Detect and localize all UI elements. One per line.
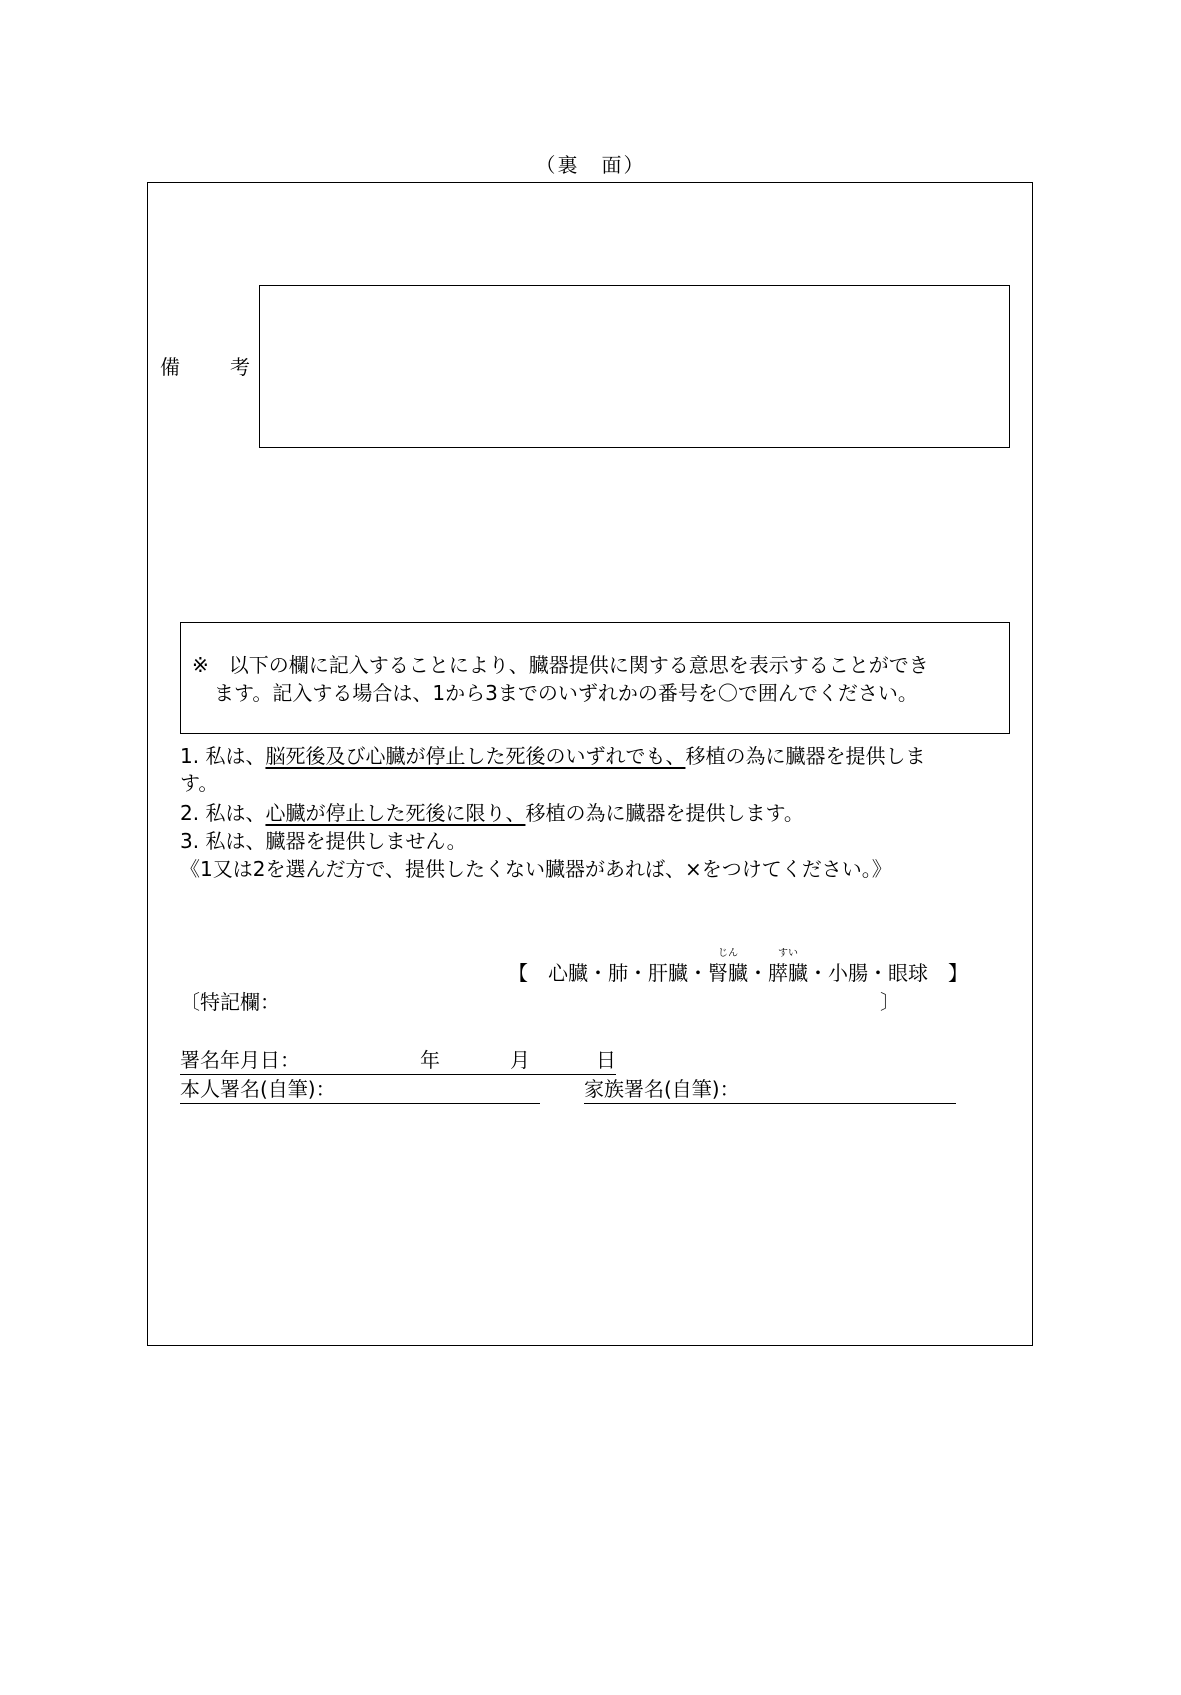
organ-eyeball[interactable]: 眼球 [888, 961, 928, 985]
organ-kidney[interactable] [708, 948, 748, 985]
remarks-label [160, 357, 250, 377]
notice-box [180, 622, 1010, 734]
special-notes-close: 〕 [880, 990, 900, 1014]
organ-pancreas[interactable] [768, 948, 808, 985]
remarks-label-char-2: 考 [230, 355, 250, 379]
signature-day-label: 日 [596, 1048, 616, 1072]
organ-separator: ・ [628, 961, 648, 985]
organ-separator: ・ [868, 961, 888, 985]
self-signature-label: 本人署名(自筆)： [180, 1077, 336, 1101]
organ-separator: ・ [688, 961, 708, 985]
family-signature-field[interactable] [584, 1079, 956, 1104]
option-2-suffix: 移植の為に臓器を提供します。 [525, 801, 804, 825]
option-2[interactable] [180, 803, 804, 823]
organ-separator: ・ [748, 961, 768, 985]
signature-month-label: 月 [510, 1048, 530, 1072]
option-1[interactable] [180, 746, 925, 766]
option-1-prefix: 1. 私は、 [180, 744, 266, 768]
organ-pancreas-label: 膵臓 [768, 961, 808, 985]
organ-separator: ・ [808, 961, 828, 985]
notice-text-line-2: ます。記入する場合は、1から3までのいずれかの番号を〇で囲んでください。 [214, 681, 918, 705]
self-signature-field[interactable] [180, 1079, 540, 1104]
organ-kidney-label: 腎臓 [708, 961, 748, 985]
notice-text-line-1: ※ 以下の欄に記入することにより、臓器提供に関する意思を表示することができ [192, 653, 929, 677]
organ-lung[interactable]: 肺 [608, 961, 628, 985]
signature-date-label: 署名年月日： [180, 1048, 300, 1072]
option-1-suffix: 移植の為に臓器を提供しま [685, 744, 926, 768]
signature-date-field[interactable] [180, 1050, 616, 1075]
family-signature-label: 家族署名(自筆)： [584, 1077, 740, 1101]
option-3[interactable]: 3. 私は、臓器を提供しません。 [180, 829, 467, 853]
organ-kidney-ruby: じん [718, 948, 738, 959]
organ-close-bracket: 】 [948, 961, 968, 985]
signature-year-label: 年 [420, 1048, 440, 1072]
organ-small-intestine[interactable]: 小腸 [828, 961, 868, 985]
organ-pancreas-ruby: すい [778, 948, 798, 959]
option-2-condition: 心臓が停止した死後に限り、 [265, 801, 526, 825]
remarks-label-char-1: 備 [160, 355, 180, 379]
option-note: 《1又は2を選んだ方で、提供したくない臓器があれば、×をつけてください。》 [180, 857, 892, 881]
organ-liver[interactable]: 肝臓 [648, 961, 688, 985]
special-notes-label: 〔特記欄： [180, 990, 280, 1014]
organ-separator: ・ [588, 961, 608, 985]
option-1-condition: 脳死後及び心臓が停止した死後のいずれでも、 [265, 744, 686, 768]
option-2-prefix: 2. 私は、 [180, 801, 266, 825]
remarks-field[interactable] [259, 285, 1010, 448]
organ-list [508, 948, 968, 985]
page-title: （裏 面） [535, 153, 646, 177]
organ-open-bracket: 【 [508, 961, 528, 985]
organ-heart[interactable]: 心臓 [548, 961, 588, 985]
option-1-wrap: す。 [180, 771, 219, 795]
